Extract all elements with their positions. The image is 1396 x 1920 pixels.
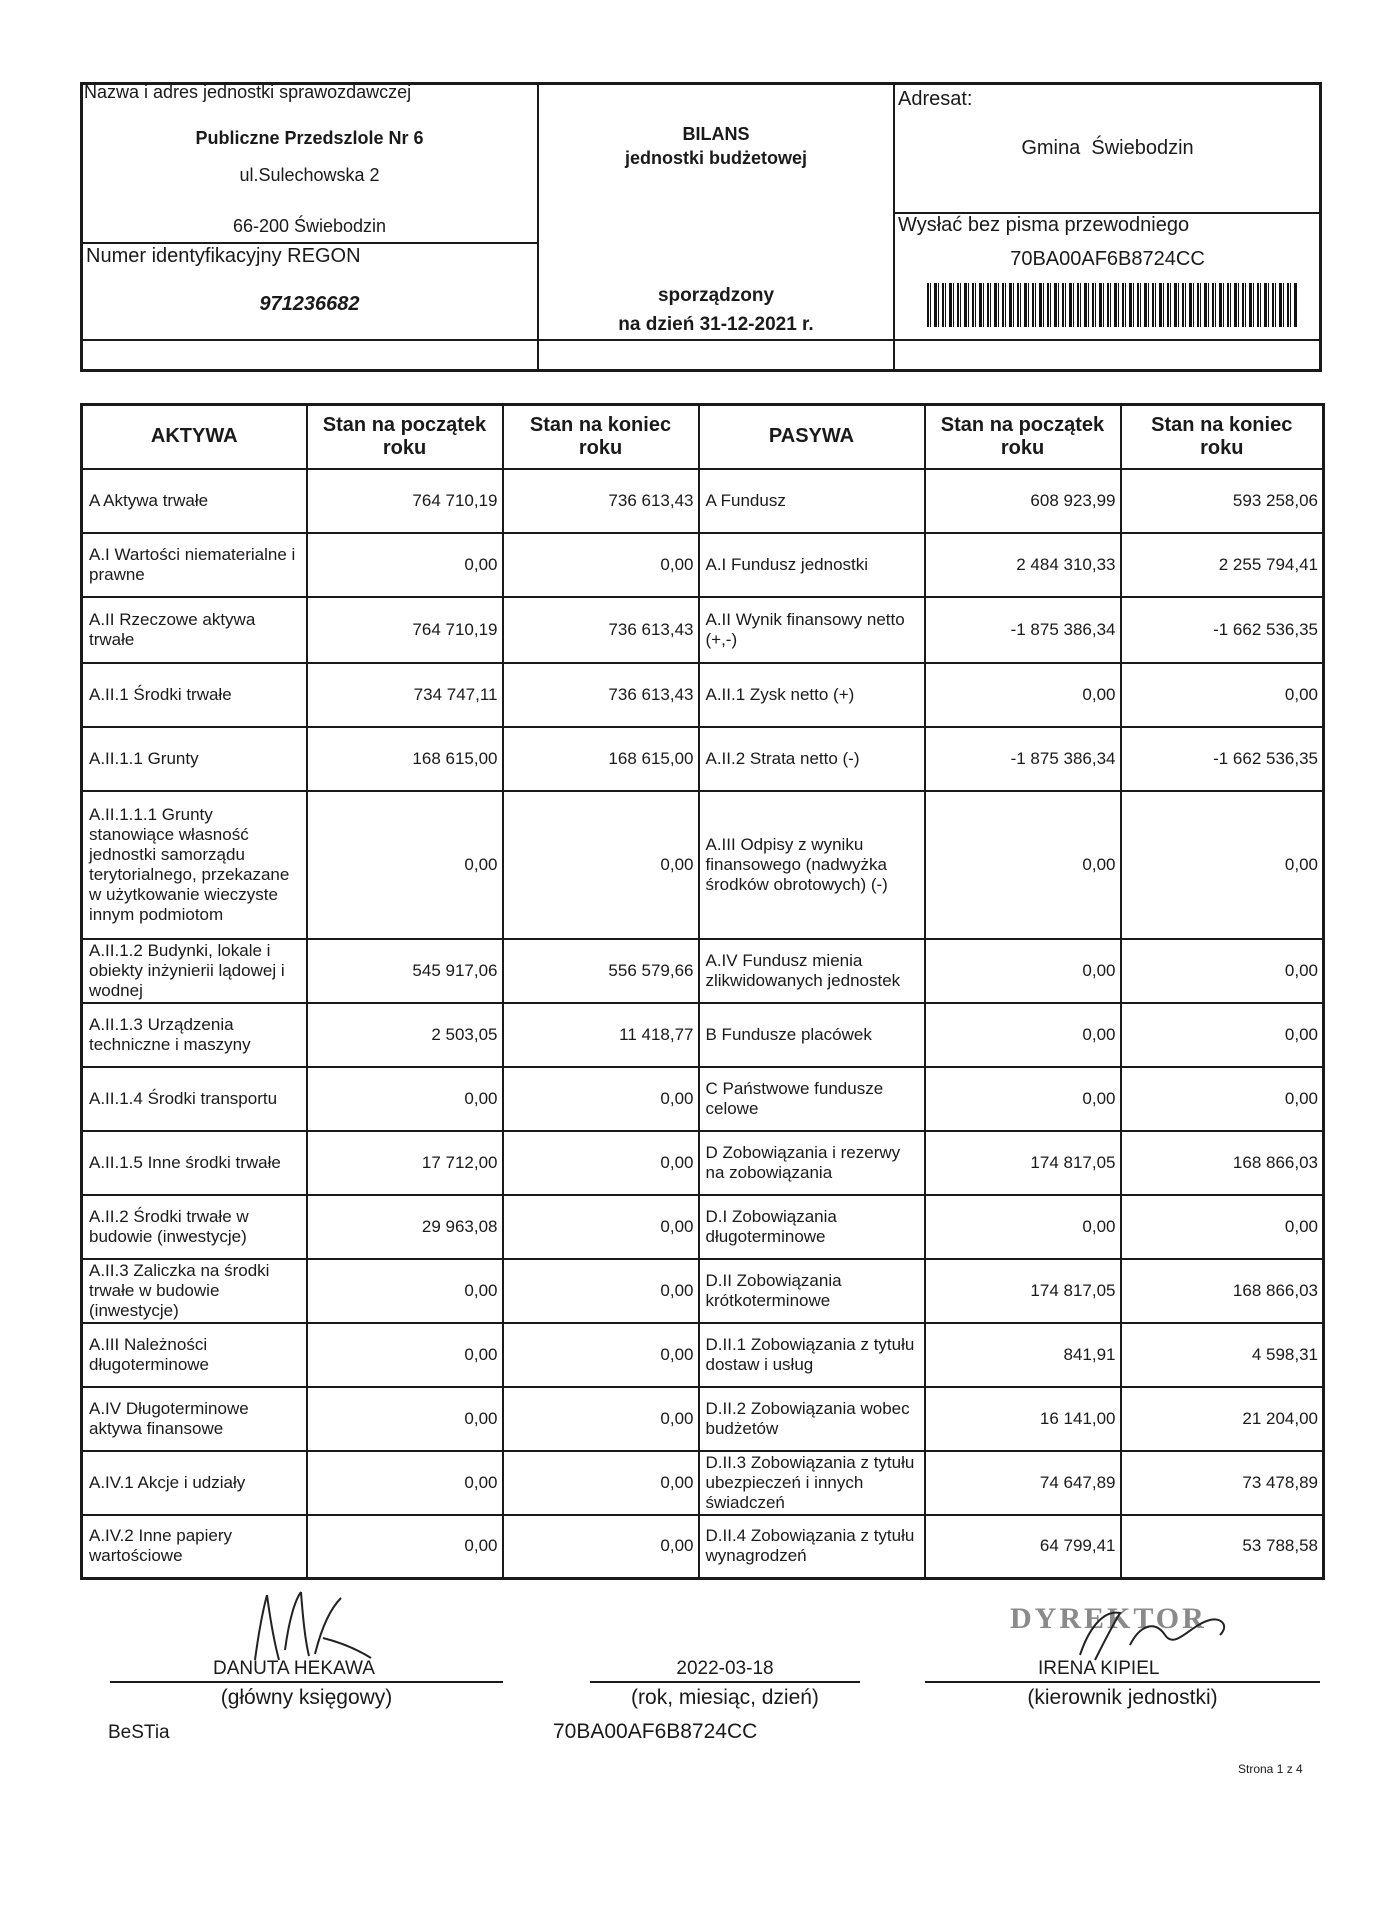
liability-start-value: -1 875 386,34 [925,597,1121,663]
liability-label: D.II.3 Zobowiązania z tytułu ubezpieczeń i innych świadczeń [699,1451,925,1515]
liability-start-value: 0,00 [925,1067,1121,1131]
asset-start-value: 2 503,05 [307,1003,503,1067]
table-row [82,939,1324,1003]
regon-label: Numer identyfikacyjny REGON [86,245,361,267]
liability-end-value: 0,00 [1121,1067,1324,1131]
addressee-value: Gmina Świebodzin [1021,137,1194,159]
prepared-label: sporządzony [657,285,775,306]
asset-end-value: 736 613,43 [503,663,699,727]
doc-title: BILANS [682,124,750,144]
liability-end-value: -1 662 536,35 [1121,597,1324,663]
liability-end-value: 21 204,00 [1121,1387,1324,1451]
asset-end-value: 0,00 [503,1323,699,1387]
asset-label: A.IV Długoterminowe aktywa finansowe [82,1387,307,1451]
liability-label: A.I Fundusz jednostki [699,533,925,597]
table-row [82,1387,1324,1451]
asset-label: A.II.1.5 Inne środki trwałe [82,1131,307,1195]
liability-start-value: 0,00 [925,1195,1121,1259]
asset-end-value: 736 613,43 [503,597,699,663]
manager-line [925,1681,1320,1683]
liability-label: D.II.4 Zobowiązania z tytułu wynagrodzeń [699,1515,925,1579]
date-label: (rok, miesiąc, dzień) [631,1686,819,1709]
accountant-role: (główny księgowy) [220,1686,393,1709]
asset-start-value: 0,00 [307,1451,503,1515]
liability-start-value: 0,00 [925,1003,1121,1067]
liability-label: C Państwowe fundusze celowe [699,1067,925,1131]
signing-date: 2022-03-18 [676,1658,774,1679]
table-row [82,597,1324,663]
liability-end-value: -1 662 536,35 [1121,727,1324,791]
table-row [82,791,1324,939]
unit-city: 66-200 Świebodzin [232,216,387,236]
asset-label: A.II.1.1.1 Grunty stanowiące własność jednostki samorządu terytorialnego, przekazane w użytkowanie wieczyste innym podmiotom [82,791,307,939]
asset-start-value: 0,00 [307,533,503,597]
asset-end-value: 0,00 [503,791,699,939]
asset-label: A.II.1.2 Budynki, lokale i obiekty inżynierii lądowej i wodnej [82,939,307,1003]
asset-label: A.II.1 Środki trwałe [82,663,307,727]
footer-code: 70BA00AF6B8724CC [553,1720,758,1743]
asset-end-value: 0,00 [503,533,699,597]
liability-label: D.II.1 Zobowiązania z tytułu dostaw i usług [699,1323,925,1387]
accountant-name: DANUTA HEKAWA [213,1658,375,1679]
asset-start-value: 29 963,08 [307,1195,503,1259]
asset-label: A.IV.1 Akcje i udziały [82,1451,307,1515]
asset-start-value: 0,00 [307,1259,503,1323]
asset-end-value: 0,00 [503,1387,699,1451]
liability-end-value: 0,00 [1121,939,1324,1003]
liability-start-value: 0,00 [925,791,1121,939]
liability-label: A.III Odpisy z wyniku finansowego (nadwyżka środków obrotowych) (-) [699,791,925,939]
asset-label: A.IV.2 Inne papiery wartościowe [82,1515,307,1579]
asset-label: A.II.1.3 Urządzenia techniczne i maszyny [82,1003,307,1067]
liability-start-value: 16 141,00 [925,1387,1121,1451]
table-row [82,1067,1324,1131]
col-header-liabilities-end: Stan na koniec roku [1121,405,1324,469]
table-row [82,1195,1324,1259]
asset-end-value: 736 613,43 [503,469,699,533]
asset-start-value: 734 747,11 [307,663,503,727]
liability-end-value: 53 788,58 [1121,1515,1324,1579]
asset-start-value: 168 615,00 [307,727,503,791]
liability-label: B Fundusze placówek [699,1003,925,1067]
liability-label: A.II.1 Zysk netto (+) [699,663,925,727]
asset-end-value: 0,00 [503,1195,699,1259]
liability-start-value: 174 817,05 [925,1131,1121,1195]
col-header-assets: AKTYWA [82,405,307,469]
asset-start-value: 0,00 [307,791,503,939]
asset-start-value: 0,00 [307,1515,503,1579]
liability-start-value: -1 875 386,34 [925,727,1121,791]
manager-role: (kierownik jednostki) [1027,1686,1218,1709]
prepared-date: na dzień 31-12-2021 r. [618,314,814,335]
asset-start-value: 0,00 [307,1387,503,1451]
doc-code: 70BA00AF6B8724CC [1010,248,1205,270]
liability-label: A.IV Fundusz mienia zlikwidowanych jednostek [699,939,925,1003]
send-note: Wysłać bez pisma przewodniego [898,214,1190,236]
liability-start-value: 608 923,99 [925,469,1121,533]
asset-start-value: 17 712,00 [307,1131,503,1195]
asset-label: A.II.2 Środki trwałe w budowie (inwestycje) [82,1195,307,1259]
director-stamp: DYREKTOR [1010,1602,1207,1635]
col-header-liabilities-start: Stan na początek roku [925,405,1121,469]
page-number: Strona 1 z 4 [1238,1762,1303,1776]
manager-name: IRENA KIPIEL [1038,1658,1160,1679]
col-header-assets-start: Stan na początek roku [307,405,503,469]
barcode [927,283,1297,327]
header-divider-1 [537,82,539,372]
unit-name: Publiczne Przedszlole Nr 6 [195,128,424,148]
asset-label: A.II.1.4 Środki transportu [82,1067,307,1131]
table-row [82,663,1324,727]
liability-end-value: 0,00 [1121,663,1324,727]
asset-end-value: 556 579,66 [503,939,699,1003]
date-line [590,1681,860,1683]
liability-end-value: 0,00 [1121,1195,1324,1259]
liability-end-value: 0,00 [1121,1003,1324,1067]
asset-end-value: 0,00 [503,1259,699,1323]
table-row [82,1451,1324,1515]
liability-label: D.II Zobowiązania krótkoterminowe [699,1259,925,1323]
asset-label: A.II Rzeczowe aktywa trwałe [82,597,307,663]
asset-start-value: 545 917,06 [307,939,503,1003]
liability-end-value: 593 258,06 [1121,469,1324,533]
liability-start-value: 2 484 310,33 [925,533,1121,597]
asset-start-value: 0,00 [307,1323,503,1387]
table-row [82,1259,1324,1323]
liability-end-value: 0,00 [1121,791,1324,939]
unit-street: ul.Sulechowska 2 [239,165,380,185]
liability-end-value: 2 255 794,41 [1121,533,1324,597]
liability-end-value: 168 866,03 [1121,1131,1324,1195]
table-row [82,469,1324,533]
asset-end-value: 0,00 [503,1131,699,1195]
table-row [82,1515,1324,1579]
table-header-row [82,405,1324,469]
asset-label: A.I Wartości niematerialne i prawne [82,533,307,597]
regon-value: 971236682 [259,293,360,315]
liability-start-value: 74 647,89 [925,1451,1121,1515]
table-row [82,1323,1324,1387]
liability-label: D.I Zobowiązania długoterminowe [699,1195,925,1259]
asset-label: A.II.1.1 Grunty [82,727,307,791]
liability-end-value: 168 866,03 [1121,1259,1324,1323]
asset-end-value: 0,00 [503,1067,699,1131]
asset-label: A.III Należności długoterminowe [82,1323,307,1387]
asset-end-value: 11 418,77 [503,1003,699,1067]
header-bottom-rule [80,339,1322,341]
name-label: Nazwa i adres jednostki sprawozdawczej [84,82,412,102]
liability-start-value: 841,91 [925,1323,1121,1387]
col-header-assets-end: Stan na koniec roku [503,405,699,469]
addressee-label: Adresat: [898,88,973,110]
liability-end-value: 73 478,89 [1121,1451,1324,1515]
asset-label: A Aktywa trwałe [82,469,307,533]
liability-label: A.II.2 Strata netto (-) [699,727,925,791]
liability-label: A.II Wynik finansowy netto (+,-) [699,597,925,663]
asset-start-value: 764 710,19 [307,597,503,663]
asset-label: A.II.3 Zaliczka na środki trwałe w budowie (inwestycje) [82,1259,307,1323]
asset-start-value: 0,00 [307,1067,503,1131]
software-name: BeSTia [108,1722,170,1743]
liability-label: D Zobowiązania i rezerwy na zobowiązania [699,1131,925,1195]
liability-label: A Fundusz [699,469,925,533]
liability-start-value: 0,00 [925,939,1121,1003]
header-divider-2 [893,82,895,372]
asset-start-value: 764 710,19 [307,469,503,533]
liability-label: D.II.2 Zobowiązania wobec budżetów [699,1387,925,1451]
asset-end-value: 0,00 [503,1515,699,1579]
liability-end-value: 4 598,31 [1121,1323,1324,1387]
liability-start-value: 0,00 [925,663,1121,727]
table-row [82,1131,1324,1195]
col-header-liabilities: PASYWA [699,405,925,469]
doc-subtitle: jednostki budżetowej [624,148,807,168]
liability-start-value: 174 817,05 [925,1259,1121,1323]
asset-end-value: 0,00 [503,1451,699,1515]
balance-table [80,403,1325,1580]
accountant-line [110,1681,503,1683]
table-row [82,1003,1324,1067]
table-row [82,727,1324,791]
liability-start-value: 64 799,41 [925,1515,1121,1579]
manager-signature [1060,1605,1240,1665]
asset-end-value: 168 615,00 [503,727,699,791]
table-row [82,533,1324,597]
header-left-rule [80,242,538,244]
